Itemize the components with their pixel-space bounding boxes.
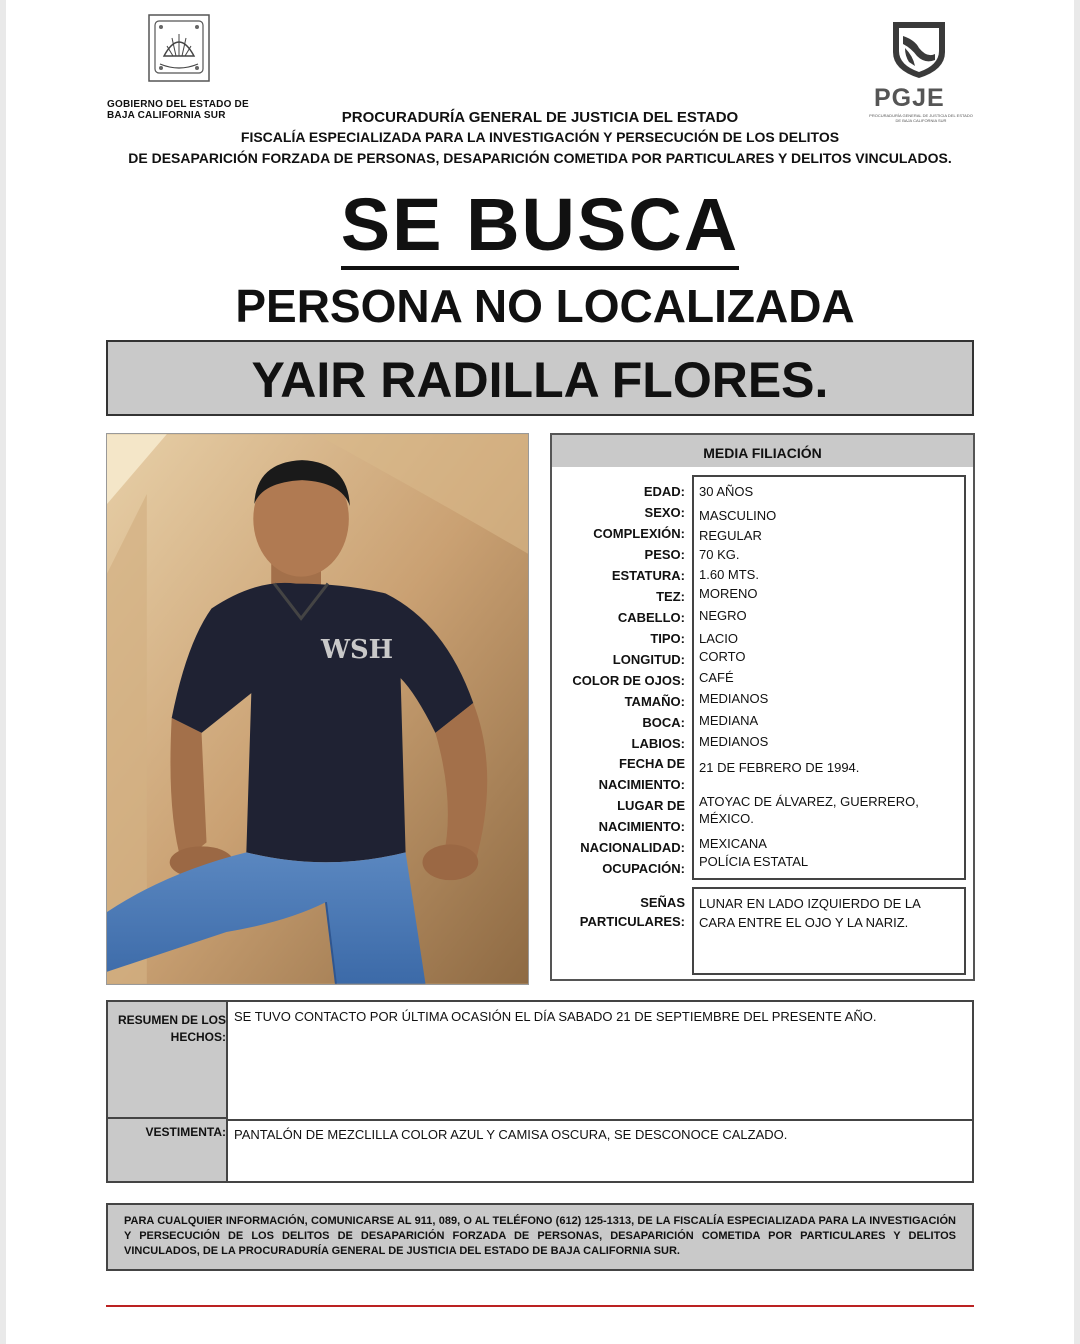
pgje-logo-text: PGJE [874, 84, 945, 112]
birth-date-value: 21 DE FEBRERO DE 1994. [699, 760, 860, 775]
gov-line-1: GOBIERNO DEL ESTADO DE [107, 99, 249, 110]
birth-place-label-2: NACIMIENTO: [598, 819, 685, 834]
summary-divider [228, 1119, 972, 1121]
vestimenta-value: PANTALÓN DE MEZCLILLA COLOR AZUL Y CAMISA OSCURA, SE DESCONOCE CALZADO. [234, 1127, 788, 1142]
field-label: CABELLO: [617, 610, 685, 625]
person-photo [106, 433, 529, 985]
agency-title: PROCURADURÍA GENERAL DE JUSTICIA DEL ESTADO [341, 109, 739, 126]
field-value: REGULAR [699, 528, 762, 543]
shirt-print-text: WSH [320, 635, 394, 666]
pgje-shield-logo [885, 18, 953, 80]
person-photo-illustration [107, 434, 528, 984]
field-value: 70 KG. [699, 547, 740, 562]
state-seal-logo [146, 12, 212, 84]
field-label: COMPLEXIÓN: [593, 526, 685, 541]
field-label: LABIOS: [631, 736, 685, 751]
summary-table [106, 1000, 974, 1183]
field-label: LONGITUD: [612, 652, 685, 667]
occupation-label: OCUPACIÓN: [602, 861, 685, 876]
poster-subtitle: PERSONA NO LOCALIZADA [235, 280, 855, 332]
senas-label-2: PARTICULARES: [579, 914, 685, 929]
fiscalia-line-1: FISCALÍA ESPECIALIZADA PARA LA INVESTIGACIÓN Y PERSECUCIÓN DE LOS DELITOS [240, 129, 840, 145]
field-value: MEDIANOS [699, 734, 769, 749]
field-value: MEDIANOS [699, 691, 769, 706]
occupation-value: POLÍCIA ESTATAL [699, 854, 809, 869]
field-value: CAFÉ [699, 670, 734, 685]
fiscalia-line-2: DE DESAPARICIÓN FORZADA DE PERSONAS, DESAPARICIÓN COMETIDA POR PARTICULARES Y DELITOS VINCULADOS. [128, 150, 952, 166]
field-label: ESTATURA: [611, 568, 685, 583]
birth-place-value-2: MÉXICO. [699, 811, 754, 826]
field-label: PESO: [644, 547, 685, 562]
nationality-value: MEXICANA [699, 836, 767, 851]
contact-info: PARA CUALQUIER INFORMACIÓN, COMUNICARSE AL 911, 089, O AL TELÉFONO (612) 125-1313, DE LA FISCALÍA ESPECIALIZADA PARA LA INVESTIGACIÓN Y PERSECUCIÓN DE LOS DELITOS DE DESAPARICIÓN FORZADA DE PERSONAS, DESAPARICIÓN COMETIDA POR PARTICULARES Y DELITOS VINCULADOS, DE LA PROCURADURÍA GENERAL DE JUSTICIA DEL ESTADO DE BAJA CALIFORNIA SUR. [106, 1203, 974, 1271]
field-label: TAMAÑO: [624, 694, 685, 709]
resumen-label-line-2: HECHOS: [170, 1030, 226, 1044]
field-value: MEDIANA [699, 713, 759, 728]
birth-place-value-1: ATOYAC DE ÁLVAREZ, GUERRERO, [699, 794, 919, 809]
field-value: 30 AÑOS [699, 484, 754, 499]
resumen-label-line-1: RESUMEN DE LOS [117, 1013, 226, 1027]
field-label: TIPO: [650, 631, 685, 646]
vestimenta-label: VESTIMENTA: [145, 1125, 226, 1139]
senas-value-1: LUNAR EN LADO IZQUIERDO DE LA [699, 896, 921, 911]
field-value: LACIO [699, 631, 739, 646]
media-filiacion-heading: MEDIA FILIACIÓN [552, 435, 973, 467]
field-value: 1.60 MTS. [699, 567, 759, 582]
field-value: CORTO [699, 649, 746, 664]
birth-date-label-2: NACIMIENTO: [598, 777, 685, 792]
footer-rule [106, 1305, 974, 1307]
person-name: YAIR RADILLA FLORES. [106, 340, 974, 416]
field-label: TEZ: [656, 589, 685, 604]
resumen-label [112, 1012, 226, 1046]
field-label: COLOR DE OJOS: [572, 673, 685, 688]
field-value: NEGRO [699, 608, 747, 623]
poster-title-text: SE BUSCA [341, 184, 739, 270]
birth-date-label-1: FECHA DE [619, 756, 685, 771]
birth-place-label-1: LUGAR DE [617, 798, 685, 813]
field-label: EDAD: [643, 484, 685, 499]
field-value: MASCULINO [699, 508, 777, 523]
field-label: SEXO: [644, 505, 685, 520]
field-label: BOCA: [642, 715, 685, 730]
media-filiacion-panel [550, 433, 975, 981]
pgje-logo-subtext: PROCURADURÍA GENERAL DE JUSTICIA DEL ESTADO DE BAJA CALIFORNIA SUR [869, 113, 973, 123]
nationality-label: NACIONALIDAD: [580, 840, 685, 855]
poster-title [0, 182, 1080, 270]
gov-line-2: BAJA CALIFORNIA SUR [107, 110, 226, 121]
resumen-value: SE TUVO CONTACTO POR ÚLTIMA OCASIÓN EL DÍA SABADO 21 DE SEPTIEMBRE DEL PRESENTE AÑO. [234, 1009, 877, 1024]
field-value: MORENO [699, 586, 758, 601]
senas-value-2: CARA ENTRE EL OJO Y LA NARIZ. [699, 915, 909, 930]
senas-label-1: SEÑAS [640, 895, 685, 910]
